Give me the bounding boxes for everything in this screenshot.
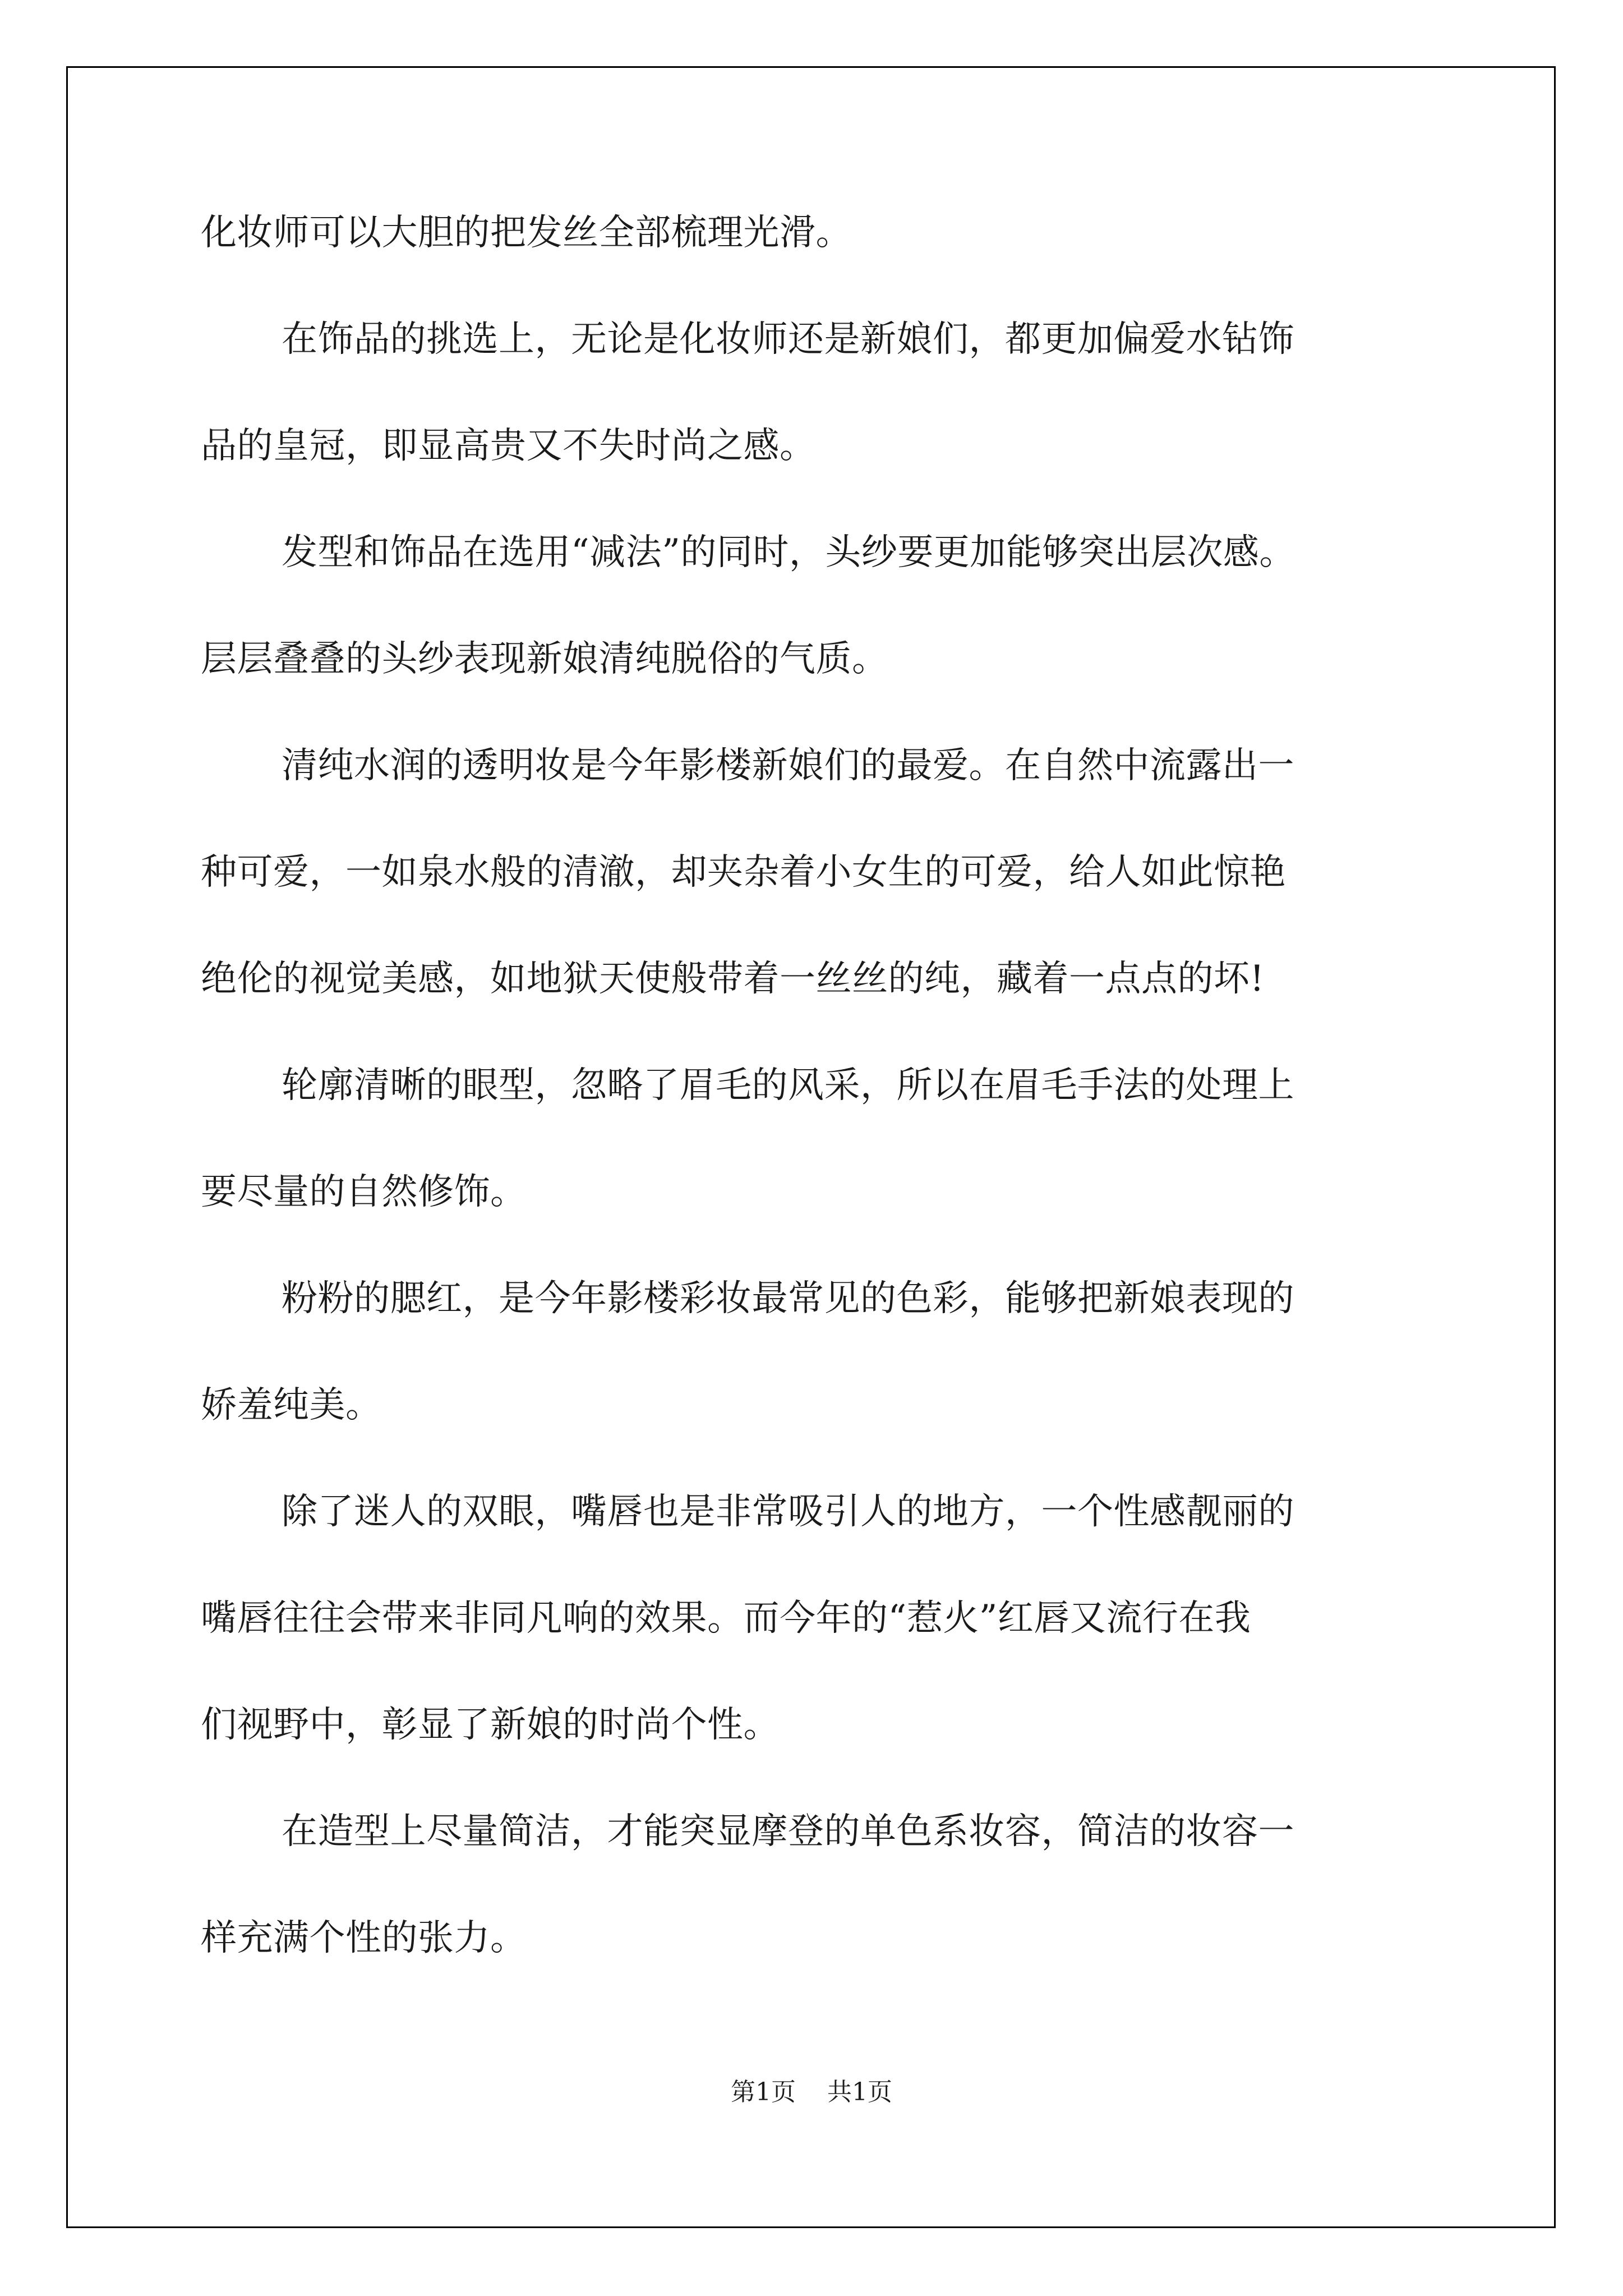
paragraph-7-line-2: 嘴唇往往会带来非同凡响的效果。而今年的“惹火”红唇又流行在我	[201, 1598, 1251, 1639]
paragraph-4-line-3: 绝伦的视觉美感，如地狱天使般带着一丝丝的纯，藏着一点点的坏!	[201, 958, 1265, 1000]
paragraph-2-line-1: 在饰品的挑选上，无论是化妆师还是新娘们，都更加偏爱水钻饰	[282, 319, 1294, 360]
paragraph-7-line-1: 除了迷人的双眼，嘴唇也是非常吸引人的地方，一个性感靓丽的	[282, 1491, 1294, 1533]
paragraph-7-line-3: 们视野中，彰显了新娘的时尚个性。	[201, 1704, 780, 1746]
paragraph-6-line-1: 粉粉的腮红，是今年影楼彩妆最常见的色彩，能够把新娘表现的	[282, 1278, 1294, 1319]
page-border	[66, 66, 1556, 2228]
paragraph-8-line-1: 在造型上尽量简洁，才能突显摩登的单色系妆容，简洁的妆容一	[282, 1811, 1294, 1852]
page-number-footer: 第1页 共1页	[731, 2078, 892, 2106]
paragraph-3-line-2: 层层叠叠的头纱表现新娘清纯脱俗的气质。	[201, 638, 888, 680]
paragraph-5-line-2: 要尽量的自然修饰。	[201, 1171, 527, 1213]
paragraph-8-line-2: 样充满个性的张力。	[201, 1917, 527, 1959]
paragraph-4-line-2: 种可爱，一如泉水般的清澈，却夹杂着小女生的可爱，给人如此惊艳	[201, 852, 1286, 893]
paragraph-1-line-1: 化妆师可以大胆的把发丝全部梳理光滑。	[201, 212, 852, 254]
paragraph-5-line-1: 轮廓清晰的眼型，忽略了眉毛的风采，所以在眉毛手法的处理上	[282, 1065, 1294, 1106]
paragraph-6-line-2: 娇羞纯美。	[201, 1384, 382, 1426]
paragraph-3-line-1: 发型和饰品在选用“减法”的同时，头纱要更加能够突出层次感。	[282, 532, 1295, 573]
paragraph-2-line-2: 品的皇冠，即显高贵又不失时尚之感。	[201, 425, 816, 467]
paragraph-4-line-1: 清纯水润的透明妆是今年影楼新娘们的最爱。在自然中流露出一	[282, 745, 1294, 786]
